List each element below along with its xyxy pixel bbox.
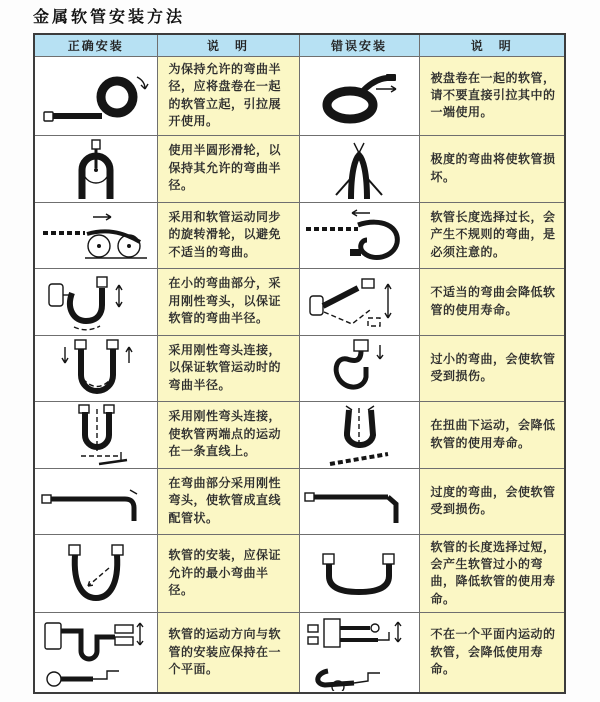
wrong-illustration-cell — [299, 534, 419, 613]
correct-illustration-cell — [34, 401, 157, 468]
pulled-coil-illustration — [304, 63, 414, 129]
page-title: 金属软管安装方法 — [33, 7, 186, 26]
correct-desc-text: 采用刚性弯头连接，以保证软管运动时的弯曲半径。 — [168, 342, 282, 392]
wrong-desc-text: 在扭曲下运动，会降低软管的使用寿命。 — [430, 418, 556, 450]
correct-illustration-cell — [34, 57, 157, 136]
header-correct-install: 正确安装 — [34, 34, 157, 57]
header-row — [34, 34, 565, 57]
uncoiled-hose-illustration — [38, 63, 154, 129]
wrong-desc-cell — [419, 135, 565, 202]
twisted-motion-illustration — [304, 403, 414, 467]
table-row — [34, 135, 565, 202]
correct-illustration-cell — [34, 468, 157, 534]
wrong-desc-cell — [419, 534, 565, 613]
table-row — [34, 202, 565, 268]
wrong-desc-cell — [419, 335, 565, 401]
table-row — [34, 401, 565, 468]
wrong-desc-text: 软管长度选择过长，会产生不规则的弯曲，是必须注意的。 — [430, 209, 556, 259]
header-wrong-desc: 说 明 — [419, 34, 565, 57]
wrong-desc-text: 软管的长度选择过短，会产生软管过小的弯曲，降低软管的使用寿命。 — [430, 539, 556, 606]
table-row — [34, 57, 565, 136]
extreme-bend-illustration — [304, 138, 414, 200]
min-bend-radius-illustration — [41, 541, 151, 605]
wrong-desc-text: 极度的弯曲将使软管损坏。 — [430, 152, 556, 184]
correct-desc-text: 在弯曲部分采用刚性弯头，使软管成直线配管状。 — [168, 475, 282, 525]
semicircular-pulley-illustration — [41, 138, 151, 200]
correct-desc-cell — [157, 534, 299, 613]
correct-desc-text: 软管的安装，应保证允许的最小弯曲半径。 — [168, 548, 282, 598]
correct-illustration-cell — [34, 135, 157, 202]
straight-piping-illustration — [37, 473, 155, 529]
excessive-bend-illustration — [300, 473, 418, 529]
correct-desc-cell — [157, 268, 299, 335]
wrong-desc-text: 被盘卷在一起的软管，请不要直接引拉其中的一端使用。 — [430, 70, 556, 120]
wrong-illustration-cell — [299, 202, 419, 268]
hose-installation-table — [33, 33, 566, 694]
wrong-desc-cell — [419, 468, 565, 534]
correct-desc-cell — [157, 57, 299, 136]
wrong-desc-text: 不适当的弯曲会降低软管的使用寿命。 — [430, 285, 556, 317]
table-row — [34, 468, 565, 534]
wrong-illustration-cell — [299, 335, 419, 401]
table-row — [34, 613, 565, 693]
correct-desc-cell — [157, 202, 299, 268]
correct-illustration-cell — [34, 202, 157, 268]
table-row — [34, 534, 565, 613]
rotating-pulley-illustration — [37, 205, 155, 265]
header-correct-desc: 说 明 — [157, 34, 299, 57]
correct-desc-text: 使用半圆形滑轮，以保持其允许的弯曲半径。 — [168, 143, 282, 193]
correct-desc-cell — [157, 401, 299, 468]
improper-bend-illustration — [304, 271, 414, 333]
correct-desc-cell — [157, 468, 299, 534]
correct-desc-cell — [157, 613, 299, 693]
wrong-illustration-cell — [299, 268, 419, 335]
out-of-plane-motion-illustration — [300, 613, 418, 691]
correct-illustration-cell — [34, 534, 157, 613]
wrong-desc-text: 不在一个平面内运动的软管，会降低使用寿命。 — [430, 627, 556, 677]
correct-desc-text: 为保持允许的弯曲半径，应将盘卷在一起的软管立起，引拉展开使用。 — [168, 62, 282, 129]
aligned-endpoints-illustration — [41, 403, 151, 467]
correct-desc-cell — [157, 335, 299, 401]
wrong-illustration-cell — [299, 135, 419, 202]
wrong-desc-cell — [419, 268, 565, 335]
too-small-bend-illustration — [304, 337, 414, 399]
header-wrong-install: 错误安装 — [299, 34, 419, 57]
wrong-illustration-cell — [299, 401, 419, 468]
table-row — [34, 335, 565, 401]
correct-illustration-cell — [34, 613, 157, 693]
wrong-desc-cell — [419, 57, 565, 136]
wrong-desc-text: 过度的弯曲，会使软管受到损伤。 — [430, 484, 556, 517]
irregular-bend-illustration — [300, 205, 418, 265]
wrong-illustration-cell — [299, 57, 419, 136]
wrong-desc-cell — [419, 613, 565, 693]
correct-desc-text: 在小的弯曲部分，采用刚性弯头，以保证软管的弯曲半径。 — [168, 276, 282, 326]
correct-desc-text: 软管的运动方向与软管的安装应保持在一个平面。 — [168, 627, 282, 677]
correct-desc-text: 采用刚性弯头连接，使软管两端点的运动在一条直线上。 — [168, 409, 282, 459]
wrong-desc-cell — [419, 202, 565, 268]
wrong-desc-cell — [419, 401, 565, 468]
correct-illustration-cell — [34, 268, 157, 335]
table-row — [34, 268, 565, 335]
correct-desc-cell — [157, 135, 299, 202]
wrong-illustration-cell — [299, 613, 419, 693]
too-short-hose-illustration — [304, 541, 414, 605]
wrong-desc-text: 过小的弯曲，会使软管受到损伤。 — [430, 351, 556, 384]
wrong-illustration-cell — [299, 468, 419, 534]
correct-illustration-cell — [34, 335, 157, 401]
rigid-elbow-motion-illustration — [41, 337, 151, 399]
same-plane-motion-illustration — [37, 613, 155, 691]
rigid-elbow-small-bend-illustration — [41, 271, 151, 333]
correct-desc-text: 采用和软管运动同步的旋转滑轮，以避免不适当的弯曲。 — [168, 209, 282, 259]
